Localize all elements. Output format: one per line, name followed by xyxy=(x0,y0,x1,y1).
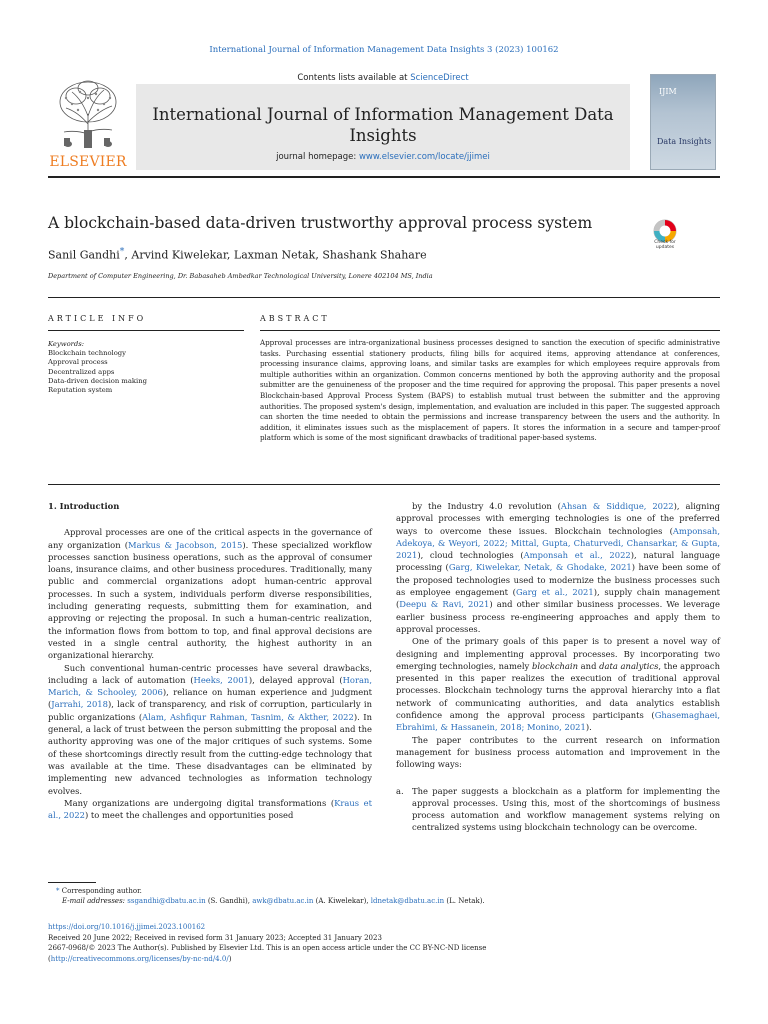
body-paragraph xyxy=(396,734,720,771)
cover-title: Data Insights xyxy=(657,137,712,146)
paragraph-text: ), delayed approval ( xyxy=(248,674,343,685)
keywords-block xyxy=(48,340,244,395)
footnote-divider xyxy=(48,882,96,883)
list-marker: a. xyxy=(396,785,404,796)
paragraph-text: ), cloud technologies ( xyxy=(417,550,524,561)
paragraph-text: ) have been some of the proposed technologies used to modernize the business processes such as employee engagement ( xyxy=(396,562,720,598)
license-link[interactable]: http://creativecommons.org/licenses/by-nc-nd/4.0/ xyxy=(50,954,229,963)
paragraph-text: Such conventional human-centric processes have several drawbacks, including a lack of automation ( xyxy=(48,662,372,685)
footnote-marker: * xyxy=(56,887,60,895)
abstract-bottom-divider xyxy=(48,484,720,485)
paragraph-text: by the Industry 4.0 revolution ( xyxy=(412,501,561,511)
author-separator: , xyxy=(226,248,234,262)
paragraph-text: , the approach presented in this paper realizes the execution of traditional approval processes. Blockchain technology turns the approval hierarchy into a flat network of communicating authorities, and data analytics establish confidence among the approval process participants ( xyxy=(396,660,721,721)
body-paragraph xyxy=(396,500,720,635)
journal-citation[interactable]: International Journal of Information Management Data Insights 3 (2023) 100162 xyxy=(209,45,559,55)
author-name: Laxman Netak xyxy=(233,248,316,262)
body-column-left xyxy=(48,500,372,821)
paragraph-text: ) and other similar business processes. We leverage earlier business process re-engineering approaches and apply them to approval processes. xyxy=(396,599,720,634)
corresponding-author-note xyxy=(48,886,720,896)
cover-tag: IJIM xyxy=(659,87,677,96)
reference-link[interactable]: Ahsan & Siddique, 2022 xyxy=(560,501,674,511)
affiliation-divider xyxy=(48,297,720,298)
introduction-heading: 1. Introduction xyxy=(48,501,120,511)
author-name: Sanil Gandhi xyxy=(48,248,120,262)
reference-link[interactable]: Kraus et al., 2022 xyxy=(48,797,372,821)
keyword-item: Decentralized apps xyxy=(48,367,115,376)
contents-availability xyxy=(136,72,630,84)
homepage-prefix: journal homepage: xyxy=(276,152,359,162)
abstract-text: Approval processes are intra-organizational business processes designed to sanction the execution of specific administrative tasks. Purchasing essential stationery products, filing bills for acquired items, approving attendance at conferences, processing insurance claims, approving loans, and similar tasks are examples for which employees require approvals from multiple authorities within an organization. Common concerns mentioned by both the approving authority and the proposal submitter are the genuineness of the proposer and the time required for approving the proposal. This paper presents a novel Blockchain-based Approval Process System (BAPS) to establish mutual trust between the submitter and the approving authorities. The proposed system's design, implementation, and evaluation are included in this paper. The suggested approach can shorten the time needed to obtain the permissions and increase transparency between the users and the authority. In addition, it eliminates issues such as the misplacement of papers. It stores the information in a secure and tamper-proof platform which is some of the most significant drawbacks of traditional paper-based systems. xyxy=(260,338,720,443)
email-label: E-mail addresses: xyxy=(62,897,126,905)
left-column-paragraphs xyxy=(48,526,372,821)
reference-link[interactable]: Heeks, 2001 xyxy=(193,674,249,685)
body-paragraph xyxy=(48,526,372,661)
journal-homepage xyxy=(136,152,630,162)
paragraph-text: Many organizations are undergoing digital transformations ( xyxy=(64,797,335,808)
email-link[interactable]: ssgandhi@dbatu.ac.in xyxy=(127,897,206,905)
received-dates: Received 20 June 2022; Received in revised form 31 January 2023; Accepted 31 January 2023 xyxy=(48,933,382,942)
email-addresses xyxy=(48,896,720,906)
paragraph-text: ), natural language processing ( xyxy=(396,550,720,573)
reference-link[interactable]: Garg et al., 2021 xyxy=(515,587,594,598)
body-paragraph xyxy=(396,635,720,733)
abstract-heading: ABSTRACT xyxy=(260,314,330,323)
author-name: Arvind Kiwelekar xyxy=(131,248,227,262)
reference-link[interactable]: Deepu & Ravi, 2021 xyxy=(399,599,490,610)
sciencedirect-link[interactable]: ScienceDirect xyxy=(410,73,469,83)
reference-link[interactable]: Amponsah, Adekoya, & Weyori, 2022; Mittal, Gupta, Chaturvedi, Chansarkar, & Gupta, 2021 xyxy=(396,525,720,561)
abstract-divider xyxy=(260,330,720,331)
body-paragraph xyxy=(48,797,372,822)
keyword-item: Blockchain technology xyxy=(48,349,126,358)
author-separator: , xyxy=(124,248,132,262)
keyword-item: Reputation system xyxy=(48,386,113,395)
contribution-list-item xyxy=(396,785,720,834)
paragraph-text: and xyxy=(577,660,600,671)
body-column-right xyxy=(396,500,720,834)
publisher-name: ELSEVIER xyxy=(49,154,127,170)
journal-masthead xyxy=(48,72,720,172)
body-paragraph xyxy=(48,662,372,797)
article-footer xyxy=(48,922,720,964)
footnote xyxy=(48,886,720,906)
article-title: A blockchain-based data-driven trustworthy approval process system xyxy=(48,214,593,232)
paragraph-text: ) to meet the challenges and opportunities posed xyxy=(84,810,294,821)
author-name: Shashank Shahare xyxy=(322,248,427,262)
paragraph-text: ), aligning approval processes with emerging technologies is one of the preferred ways to overcome these issues. Blockchain technologies ( xyxy=(396,501,720,536)
article-info-heading: ARTICLE INFO xyxy=(48,314,147,323)
reference-link[interactable]: Jarrahi, 2018 xyxy=(51,699,108,710)
paragraph-text: ). These specialized workflow processes sanction business operations, such as the approval of consumer loans, insurance claims, and other business procedures. Traditionally, many public and commercial organizations adopt human-centric approval processes. In such a system, individuals perform diverse responsibilities, including generating requests, submitting them for examination, and approving or rejecting the proposal. In such a human-centric realization, the information flows from bottom to top, and final approval decisions are vested in a single central authority, the highest authority in an organizational hierarchy. xyxy=(48,539,372,661)
paragraph-text: ), lack of transparency, and risk of corruption, particularly in public organizations ( xyxy=(48,699,372,722)
check-for-updates-label: Check for updates xyxy=(654,240,676,250)
reference-link[interactable]: Alam, Ashfiqur Rahman, Tasnim, & Akther, 2022 xyxy=(142,711,354,722)
keyword-item: Data-driven decision making xyxy=(48,376,147,385)
right-column-paragraphs xyxy=(396,500,720,771)
reference-link[interactable]: Horan, Marich, & Schooley, 2006 xyxy=(48,674,372,698)
license-link-line xyxy=(48,954,720,965)
paragraph-text: ). In general, a lack of trust between the person submitting the proposal and the authority approving was one of the major critiques of such systems. Some of these shortcomings directly result from the cutting-edge technology that was available at the time. These disadvantages can be eliminated by implementing new advanced technologies as information technology evolves. xyxy=(48,711,372,796)
reference-link[interactable]: Ghasemaghaei, Ebrahimi, & Hassanein, 2018; Monino, 2021 xyxy=(396,710,720,733)
list-item-text: The paper suggests a blockchain as a platform for implementing the approval processes. Using this, most of the shortcomings of business process automation and workflow management systems relying on centralized systems using blockchain technology can be overcome. xyxy=(412,785,720,833)
doi-link[interactable]: https://doi.org/10.1016/j.jjimei.2023.100162 xyxy=(48,923,206,931)
article-info-divider xyxy=(48,330,244,331)
paragraph-text: The paper contributes to the current research on information management for business process automation and improvement in the following ways: xyxy=(396,734,720,770)
emphasis-text: blockchain xyxy=(531,660,578,671)
paragraph-text: One of the primary goals of this paper is to present a novel way of designing and implementing approval processes. By incorporating two emerging technologies, namely xyxy=(396,636,720,671)
corresponding-author-label: Corresponding author. xyxy=(61,887,142,895)
journal-title: International Journal of Information Management Data Insights xyxy=(152,105,614,145)
contents-prefix: Contents lists available at xyxy=(297,73,411,83)
paragraph-text: ), reliance on human experience and judgment ( xyxy=(48,687,372,710)
emphasis-text: data analytics xyxy=(599,660,659,671)
email-owner: (A. Kiwelekar), xyxy=(313,897,371,905)
email-owner: (S. Gandhi), xyxy=(205,897,253,905)
license-paren-close: ) xyxy=(228,954,232,963)
email-link[interactable]: ldnetak@dbatu.ac.in xyxy=(370,897,445,905)
keyword-item: Approval process xyxy=(48,358,108,367)
email-link[interactable]: awk@dbatu.ac.in xyxy=(252,897,314,905)
author-separator: , xyxy=(315,248,323,262)
reference-link[interactable]: Garg, Kiwelekar, Netak, & Ghodake, 2021 xyxy=(448,562,632,573)
corresponding-author-marker[interactable]: * xyxy=(119,246,125,257)
reference-link[interactable]: Markus & Jacobson, 2015 xyxy=(128,539,243,550)
author-list xyxy=(48,246,608,262)
license-statement: 2667-0968/© 2023 The Author(s). Published by Elsevier Ltd. This is an open access article under the CC BY-NC-ND license xyxy=(48,944,487,952)
paragraph-text: ). xyxy=(585,722,592,733)
paragraph-text: ), supply chain management ( xyxy=(396,587,720,610)
journal-cover-thumbnail[interactable] xyxy=(650,74,716,170)
author-affiliation: Department of Computer Engineering, Dr. Babasaheb Ambedkar Technological University, Lonere 402104 MS, India xyxy=(48,272,433,280)
email-owner: (L. Netak). xyxy=(444,897,485,905)
masthead-divider xyxy=(48,176,720,178)
keywords-label: Keywords: xyxy=(48,340,85,348)
reference-link[interactable]: Amponsah et al., 2022 xyxy=(523,550,631,561)
homepage-link[interactable]: www.elsevier.com/locate/jjimei xyxy=(358,152,490,162)
license-paren-open: ( xyxy=(48,954,51,963)
paragraph-text: Approval processes are one of the critical aspects in the governance of any organization ( xyxy=(48,527,372,550)
